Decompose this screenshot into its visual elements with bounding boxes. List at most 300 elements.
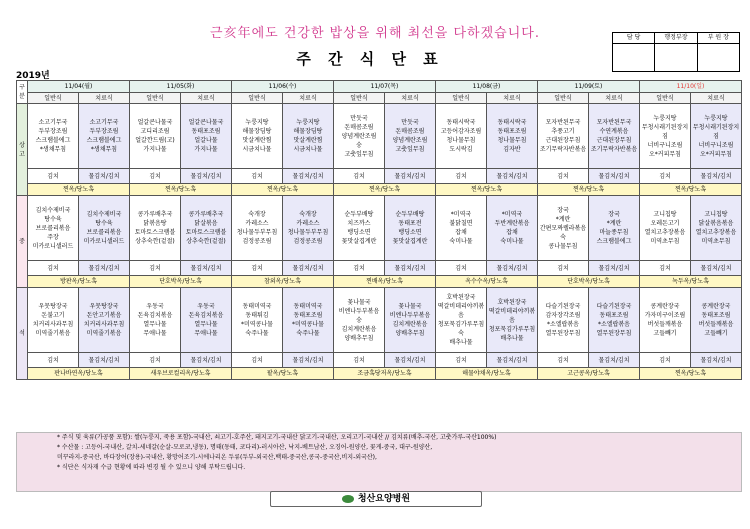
- side-dish-normal: 김치: [130, 169, 181, 184]
- menu-item: 뱅딩소면: [398, 229, 422, 236]
- menu-item: 양배추무침: [395, 330, 425, 337]
- menu-item: 미역초무침: [701, 238, 731, 245]
- hospital-logo: [270, 491, 482, 507]
- side-dish-normal: 김치: [232, 169, 283, 184]
- menu-cell-dinner-therapy: [181, 288, 232, 353]
- menu-item: 숭: [356, 316, 362, 324]
- menu-item: 뱅딩소면: [347, 229, 371, 236]
- menu-cell-lunch-normal: [28, 196, 79, 261]
- menu-item: 돈불고기: [41, 312, 65, 319]
- snack-cell: 찐옥/당노혹: [232, 184, 334, 196]
- menu-item: 고니칩탕: [653, 211, 677, 218]
- menu-item: 순두부배탕: [395, 211, 425, 218]
- menu-cell-dinner-therapy: [487, 288, 538, 353]
- approval-header-2: 행정부장: [655, 33, 697, 43]
- menu-cell-lunch-therapy: [589, 196, 640, 261]
- menu-cell-lunch-normal: [640, 196, 691, 261]
- menu-cell-breakfast-normal: [436, 104, 487, 169]
- menu-item: 돈매콤조림: [344, 123, 374, 131]
- snack-cell: 찐옥/당노혹: [538, 184, 640, 196]
- menu-item: 동태미역국: [293, 303, 323, 310]
- approval-sign-2: [655, 44, 697, 72]
- menu-cell-lunch-normal: [436, 196, 487, 261]
- snack-cell: 조금혹당저옥/당노혹: [334, 368, 436, 380]
- type-therapy: 치료식: [181, 93, 232, 104]
- menu-item: 청나물두부무침: [236, 229, 278, 236]
- menu-item: 청포묵김가루무침: [488, 325, 536, 333]
- menu-cell-dinner-therapy: [283, 288, 334, 353]
- menu-cell-dinner-therapy: [385, 288, 436, 353]
- side-dish-therapy: 물김치/김치: [589, 169, 640, 184]
- side-dish-therapy: 물김치/김치: [691, 261, 742, 276]
- menu-item: 양념계란조림: [341, 132, 377, 140]
- menu-item: 닭살볶음볶음: [698, 220, 734, 227]
- side-dish-therapy: 물김치/김치: [385, 169, 436, 184]
- menu-item: 고춧잎무침: [344, 150, 374, 158]
- menu-cell-breakfast-therapy: [283, 104, 334, 169]
- side-dish-therapy: 물김치/김치: [181, 261, 232, 276]
- approval-box: [612, 32, 740, 72]
- type-therapy: 치료식: [487, 93, 538, 104]
- menu-cell-dinner-normal: [334, 288, 385, 353]
- snack-cell: 참외옥/당노혹: [232, 276, 334, 288]
- meal-label-breakfast: 상고: [17, 104, 28, 196]
- side-dish-normal: 김치: [640, 169, 691, 184]
- menu-item: 동태미역국: [242, 303, 272, 310]
- menu-item: 고디리조림: [140, 128, 170, 135]
- page-title: 주 간 식 단 표: [296, 50, 444, 68]
- menu-item: 열무나물: [194, 321, 218, 328]
- menu-cell-lunch-therapy: [181, 196, 232, 261]
- menu-item: 검정콩조림: [242, 238, 272, 245]
- meal-label-lunch: 중: [17, 196, 28, 288]
- side-dish-normal: 김치: [436, 169, 487, 184]
- menu-cell-dinner-normal: [436, 288, 487, 353]
- menu-item: 너비구니조림: [698, 141, 734, 149]
- menu-item: *미역국: [501, 211, 523, 218]
- side-dish-therapy: 물김치/김치: [589, 261, 640, 276]
- menu-item: 모자반된무국: [596, 119, 632, 126]
- menu-item: 무청시래기된장지짐: [641, 123, 689, 140]
- year-label: 2019년: [16, 71, 50, 81]
- menu-item: *생채무침: [90, 146, 118, 153]
- menu-item: 무청시래기된장지짐: [692, 123, 740, 140]
- menu-item: 숙: [560, 233, 566, 241]
- approval-sign-1: [613, 44, 655, 72]
- menu-item: 근대된장무침: [545, 137, 581, 144]
- snack-cell: 판나바연옥/당노혹: [28, 368, 130, 380]
- menu-cell-breakfast-therapy: [79, 104, 130, 169]
- menu-cell-breakfast-normal: [28, 104, 79, 169]
- meal-label-dinner: 석: [17, 288, 28, 380]
- side-dish-therapy: 물김치/김치: [691, 169, 742, 184]
- menu-item: 상추숙깐(겉절): [135, 238, 175, 245]
- snack-cell: 팥옥/당노혹: [232, 368, 334, 380]
- day-header: 11/10(일): [640, 81, 742, 93]
- side-dish-therapy: 물김치/김치: [385, 261, 436, 276]
- menu-cell-lunch-therapy: [691, 196, 742, 261]
- menu-item: 브로콜리볶음: [35, 224, 71, 232]
- menu-item: 다슬기된장국: [545, 303, 581, 310]
- menu-item: 호박된장국: [497, 298, 527, 306]
- menu-item: 닭볶음탕: [143, 220, 167, 227]
- menu-cell-dinner-normal: [130, 288, 181, 353]
- type-normal: 일반식: [436, 93, 487, 104]
- side-dish-therapy: 물김치/김치: [283, 261, 334, 276]
- menu-item: 치커리사과무침: [83, 321, 125, 328]
- menu-item: 누룽지탕: [296, 119, 320, 126]
- menu-item: 가지나물: [194, 146, 218, 153]
- side-dish-therapy: 물김치/김치: [589, 353, 640, 368]
- menu-item: 탕수육: [44, 215, 62, 223]
- day-header: 11/09(토): [538, 81, 640, 93]
- snack-cell: 단호박옥/당노혹: [130, 276, 232, 288]
- menu-item: 배추나물: [500, 334, 524, 342]
- snack-cell: 옥수수옥/당노혹: [436, 276, 538, 288]
- menu-item: 무애나물: [143, 330, 167, 337]
- side-dish-therapy: 물김치/김치: [181, 169, 232, 184]
- side-dish-normal: 김치: [538, 353, 589, 368]
- menu-item: 누룽지탕: [245, 119, 269, 126]
- menu-item: 얼갈콘나물국: [188, 119, 224, 126]
- menu-cell-lunch-normal: [130, 196, 181, 261]
- menu-item: 동태시락국: [497, 119, 527, 126]
- menu-cell-breakfast-normal: [232, 104, 283, 169]
- menu-item: 다슬기된장국: [596, 303, 632, 310]
- menu-item: 동태포조림: [293, 312, 323, 319]
- side-dish-normal: 김치: [436, 261, 487, 276]
- menu-item: 양념계란조림: [392, 137, 428, 144]
- menu-item: 숙개장: [248, 211, 266, 218]
- day-header: 11/07(목): [334, 81, 436, 93]
- menu-item: 두부장조림: [89, 128, 119, 135]
- menu-cell-dinner-therapy: [589, 288, 640, 353]
- menu-item: 추풍고기: [551, 128, 575, 135]
- menu-cell-dinner-normal: [640, 288, 691, 353]
- snack-cell: 해물야채옥/당노혹: [436, 368, 538, 380]
- menu-item: 콩계란장국: [650, 303, 680, 310]
- menu-item: 잡채: [506, 229, 518, 236]
- snack-cell: 찐배옥/당노혹: [334, 276, 436, 288]
- side-dish-normal: 김치: [232, 261, 283, 276]
- menu-item: 주장: [47, 233, 59, 241]
- menu-item: 콩계란장국: [701, 303, 731, 310]
- menu-item: 콩가루배추국: [188, 211, 224, 218]
- side-dish-normal: 김치: [640, 353, 691, 368]
- side-dish-normal: 김치: [538, 261, 589, 276]
- menu-item: 닭살볶음: [194, 220, 218, 227]
- menu-item: 누룽지탕: [704, 114, 728, 122]
- approval-header-1: 담 당: [613, 33, 655, 43]
- menu-item: 동태포전: [398, 220, 422, 227]
- menu-item: 치즈까스: [347, 220, 371, 227]
- menu-item: 꽃맛살겹계란: [392, 238, 428, 245]
- menu-item: 카레소스: [245, 220, 269, 227]
- menu-item: 숙주나물: [245, 330, 269, 337]
- side-dish-normal: 김치: [232, 353, 283, 368]
- menu-item: 꽃맛살겹계란: [341, 238, 377, 245]
- menu-cell-dinner-normal: [538, 288, 589, 353]
- header-label: 구분: [17, 81, 28, 104]
- snack-cell: 녹두옥/당노혹: [640, 276, 742, 288]
- menu-item: 숙: [458, 330, 464, 337]
- menu-item: 스크램블에그: [35, 137, 71, 144]
- menu-item: 고등어감자조림: [440, 128, 482, 135]
- snack-cell: 찐옥/당노혹: [28, 184, 130, 196]
- menu-item: 열무된장무침: [545, 330, 581, 337]
- type-therapy: 치료식: [79, 93, 130, 104]
- type-therapy: 치료식: [691, 93, 742, 104]
- approval-sign-3: [698, 44, 739, 72]
- menu-item: 잡채: [455, 229, 467, 236]
- menu-cell-lunch-normal: [232, 196, 283, 261]
- menu-item: 스크램블에그: [86, 137, 122, 144]
- menu-item: 청포묵김가루무침: [437, 321, 485, 328]
- menu-item: 열무나물: [143, 321, 167, 328]
- menu-item: 고춧잎무침: [395, 146, 425, 153]
- type-normal: 일반식: [232, 93, 283, 104]
- menu-item: 오*커피무침: [649, 150, 681, 158]
- menu-item: 김치수제비국: [86, 211, 122, 218]
- menu-cell-breakfast-normal: [130, 104, 181, 169]
- hospital-name: 청산요양병원: [357, 494, 411, 504]
- menu-item: 조기무락자반볶음: [539, 146, 587, 153]
- menu-item: *미역콩나물: [292, 321, 324, 328]
- menu-cell-dinner-therapy: [79, 288, 130, 353]
- snack-cell: 단호박옥/당노혹: [538, 276, 640, 288]
- type-normal: 일반식: [334, 93, 385, 104]
- snack-cell: 새우브로컬리옥/당노혹: [130, 368, 232, 380]
- menu-item: *계란: [555, 215, 571, 223]
- side-dish-therapy: 물김치/김치: [79, 261, 130, 276]
- slogan: 근亥年에도 건강한 밥상을 위해 최선을 다하겠습니다.: [210, 26, 540, 41]
- note-line: 미꾸라지-중국산, 바다장어(장용)-국내산, 황망어조기-시에나리온 두류(두부-외국산,백태-중국산,콩국-중국산,비지-외국산),: [57, 454, 377, 461]
- type-normal: 일반식: [640, 93, 691, 104]
- menu-item: *미역국: [450, 211, 472, 218]
- side-dish-therapy: 물김치/김치: [691, 353, 742, 368]
- menu-item: 미역초무침: [650, 238, 680, 245]
- menu-item: 해물장딤탕: [242, 128, 272, 135]
- menu-item: 고니칩탕: [704, 211, 728, 218]
- menu-item: 숙미나물: [449, 238, 473, 245]
- menu-item: 열무된장무침: [596, 330, 632, 337]
- menu-item: 김자반: [503, 146, 521, 153]
- menu-item: 도시락김: [449, 146, 473, 153]
- menu-item: 돈매콤조림: [395, 128, 425, 135]
- menu-item: 수연계볶음: [599, 128, 629, 135]
- menu-cell-breakfast-therapy: [181, 104, 232, 169]
- menu-item: *소엘랍볶음: [598, 321, 630, 328]
- menu-item: 간편모짜렐라볶음: [539, 224, 587, 232]
- side-dish-normal: 김치: [334, 353, 385, 368]
- menu-item: 미역줄기볶음: [86, 330, 122, 337]
- menu-item: 장국: [608, 211, 620, 218]
- side-dish-therapy: 물김치/김치: [385, 353, 436, 368]
- side-dish-therapy: 물김치/김치: [283, 169, 334, 184]
- menu-item: 숭: [356, 141, 362, 149]
- notes-box: [16, 432, 742, 492]
- day-header: 11/08(금): [436, 81, 538, 93]
- menu-cell-breakfast-therapy: [691, 104, 742, 169]
- menu-item: 너비구니조림: [647, 141, 683, 149]
- snack-cell: 찐옥/당노혹: [334, 184, 436, 196]
- menu-item: 미카로니샐러드: [83, 238, 125, 245]
- menu-cell-breakfast-therapy: [487, 104, 538, 169]
- menu-item: 동태튀김: [245, 312, 269, 319]
- menu-item: 장국: [557, 206, 569, 214]
- menu-item: 동태포조림: [497, 128, 527, 135]
- menu-item: 청나물두부무침: [287, 229, 329, 236]
- menu-cell-lunch-normal: [334, 196, 385, 261]
- menu-item: 떡갈비데리야끼볶음: [437, 303, 485, 319]
- snack-cell: 찐옥/당노혹: [640, 184, 742, 196]
- menu-item: 맛살계란찜: [293, 137, 323, 144]
- menu-item: 얼갈나물: [194, 137, 218, 144]
- menu-item: 우뭇탕장국: [38, 303, 68, 310]
- menu-item: 스크램블에그: [596, 238, 632, 245]
- menu-cell-dinner-normal: [28, 288, 79, 353]
- side-dish-therapy: 물김치/김치: [79, 169, 130, 184]
- note-line: * 식단은 식자재 수급 현황에 따라 변경 될 수 있으니 양해 부탁드립니다.: [57, 464, 246, 471]
- menu-cell-dinner-therapy: [691, 288, 742, 353]
- side-dish-normal: 김치: [436, 353, 487, 368]
- menu-item: 콩가루배추국: [137, 211, 173, 218]
- type-therapy: 치료식: [283, 93, 334, 104]
- menu-item: 근대된장무침: [596, 137, 632, 144]
- menu-item: 배추나물: [449, 339, 473, 346]
- type-therapy: 치료식: [385, 93, 436, 104]
- menu-item: 모자반된무국: [545, 119, 581, 126]
- menu-item: 만둣국: [350, 114, 368, 122]
- side-dish-normal: 김치: [28, 169, 79, 184]
- menu-item: 우뭇탕장국: [89, 303, 119, 310]
- menu-item: 소고기무국: [38, 119, 68, 126]
- menu-item: 토마토스크램블: [185, 229, 227, 236]
- menu-item: 돈육김치볶음: [188, 312, 224, 319]
- menu-item: 미카로니샐러드: [32, 242, 74, 250]
- side-dish-therapy: 물김치/김치: [181, 353, 232, 368]
- menu-item: 카레소스: [296, 220, 320, 227]
- menu-item: 우동국: [146, 303, 164, 310]
- menu-item: 동태포조림: [701, 312, 731, 319]
- menu-item: 맛살계란찜: [242, 137, 272, 144]
- type-normal: 일반식: [538, 93, 589, 104]
- side-dish-normal: 김치: [640, 261, 691, 276]
- menu-item: 브로콜리볶음: [86, 229, 122, 236]
- hospital-logo-icon: [342, 495, 354, 503]
- menu-item: 콩나물무침: [548, 242, 578, 250]
- snack-cell: 고근콩옥/당노혹: [538, 368, 640, 380]
- snack-cell: 찐옥/당노혹: [640, 368, 742, 380]
- menu-item: 오레돈고기: [650, 220, 680, 227]
- menu-item: 김치수제비국: [35, 206, 71, 214]
- snack-cell: 찐옥/당노혹: [130, 184, 232, 196]
- menu-item: 해물장딤탕: [293, 128, 323, 135]
- side-dish-normal: 김치: [28, 353, 79, 368]
- menu-item: 상추숙깐(겉절): [186, 238, 226, 245]
- menu-item: 토마토스크램블: [134, 229, 176, 236]
- menu-cell-lunch-therapy: [385, 196, 436, 261]
- menu-item: 김치계란볶음: [392, 321, 428, 328]
- menu-item: 동태포조림: [599, 312, 629, 319]
- menu-item: 두반계란볶음: [494, 220, 530, 227]
- menu-item: 숙개장: [299, 211, 317, 218]
- menu-item: 치커리사과무침: [32, 321, 74, 328]
- menu-item: 열치고추장볶음: [695, 229, 737, 236]
- side-dish-therapy: 물김치/김치: [283, 353, 334, 368]
- menu-item: 숙주나물: [296, 330, 320, 337]
- menu-item: 열치고추장볶음: [644, 229, 686, 236]
- side-dish-normal: 김치: [538, 169, 589, 184]
- menu-item: 얼갈콘나물국: [137, 119, 173, 126]
- menu-item: 감자장각조림: [545, 312, 581, 319]
- type-normal: 일반식: [130, 93, 181, 104]
- menu-cell-lunch-therapy: [487, 196, 538, 261]
- approval-header-3: 부 원 장: [707, 34, 729, 41]
- snack-cell: 방판옥/당노혹: [28, 276, 130, 288]
- menu-cell-breakfast-normal: [640, 104, 691, 169]
- menu-item: 가지나물: [143, 146, 167, 153]
- menu-item: 비엔나두부볶음: [338, 307, 380, 315]
- snack-cell: 찐옥/당노혹: [436, 184, 538, 196]
- menu-item: 소고기무국: [89, 119, 119, 126]
- side-dish-normal: 김치: [28, 261, 79, 276]
- note-line: * 주식 및 육류(가공품 포함): 쌀(누룽지, 죽용 포함)-국내산, 쇠고기-호주산, 돼지고기-국내산 닭고기-국내산, 오리고기-국내산 // 김치류(배추-국산, 고춧가루-국산100%): [57, 434, 497, 441]
- menu-item: 떡갈비데리야끼볶음: [488, 307, 536, 324]
- menu-item: *계란: [606, 220, 622, 227]
- menu-item: 누룽지탕: [653, 114, 677, 122]
- menu-item: *소엘랍볶음: [547, 321, 579, 328]
- menu-item: *미역콩나물: [241, 321, 273, 328]
- menu-item: 동태포조림: [191, 128, 221, 135]
- menu-item: 버섯들깨볶음: [698, 321, 734, 328]
- menu-cell-breakfast-normal: [538, 104, 589, 169]
- menu-item: *생채무침: [39, 146, 67, 153]
- menu-item: 돈육김치볶음: [137, 312, 173, 319]
- menu-item: 가자미구이조림: [644, 312, 686, 319]
- menu-item: 숙미나물: [500, 238, 524, 245]
- menu-item: 꽃나물국: [347, 298, 371, 306]
- type-therapy: 치료식: [589, 93, 640, 104]
- side-dish-normal: 김치: [334, 169, 385, 184]
- menu-item: 버섯들깨볶음: [647, 321, 683, 328]
- menu-item: 시금치나물: [293, 146, 323, 153]
- menu-item: 청나물무침: [497, 137, 527, 144]
- side-dish-therapy: 물김치/김치: [487, 261, 538, 276]
- type-normal: 일반식: [28, 93, 79, 104]
- day-header: 11/05(화): [130, 81, 232, 93]
- menu-item: 검정콩조림: [293, 238, 323, 245]
- menu-cell-breakfast-therapy: [385, 104, 436, 169]
- side-dish-normal: 김치: [130, 261, 181, 276]
- menu-item: 두부장조림: [38, 128, 68, 135]
- menu-cell-lunch-normal: [538, 196, 589, 261]
- menu-item: 꽃나물국: [398, 303, 422, 310]
- menu-item: 양배추무침: [344, 334, 374, 342]
- side-dish-therapy: 물김치/김치: [487, 169, 538, 184]
- side-dish-normal: 김치: [334, 261, 385, 276]
- menu-cell-lunch-therapy: [283, 196, 334, 261]
- menu-item: 마늘종무침: [599, 229, 629, 236]
- menu-item: 불닭칠면: [449, 220, 473, 227]
- menu-item: 호박된장국: [446, 294, 476, 301]
- day-header: 11/06(수): [232, 81, 334, 93]
- menu-item: 조기무락자반볶음: [590, 146, 638, 153]
- menu-table: [16, 80, 742, 380]
- menu-cell-dinner-normal: [232, 288, 283, 353]
- menu-item: 얼갈깐드림(고): [135, 137, 175, 144]
- menu-item: 만둣국: [401, 119, 419, 126]
